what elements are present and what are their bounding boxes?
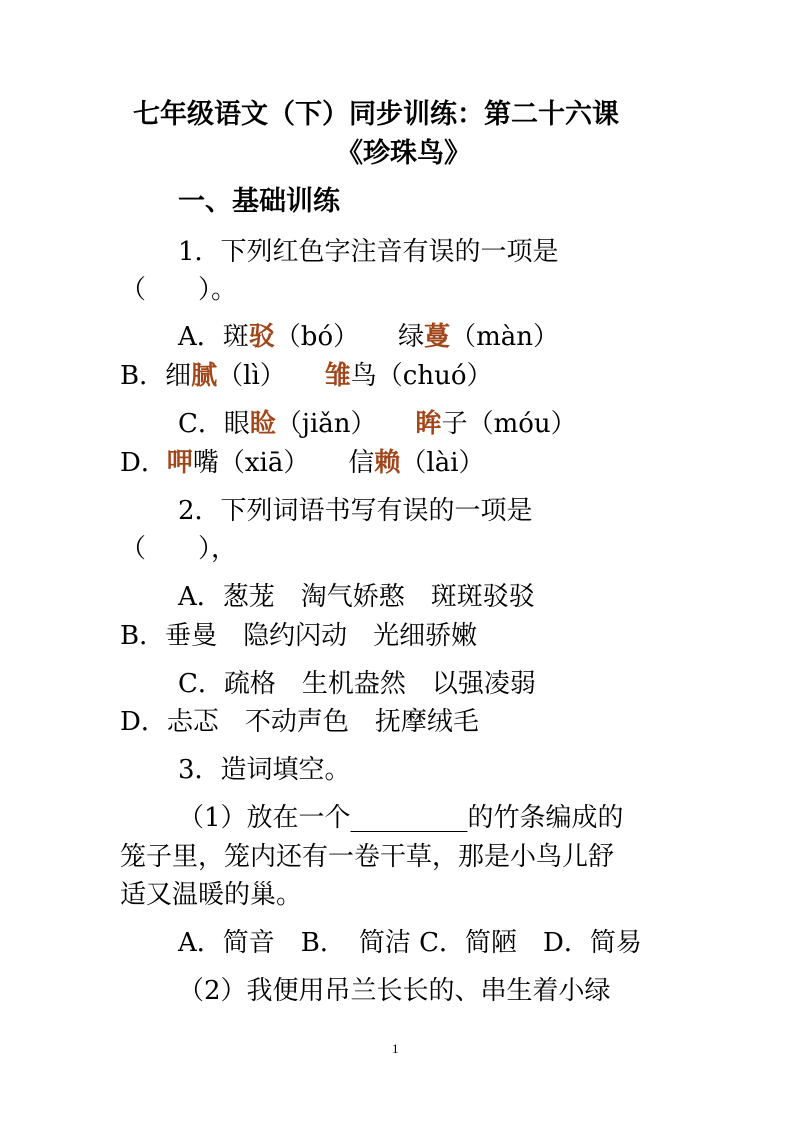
q2-stem: 2．下列词语书写有误的一项是: [178, 496, 533, 526]
q1-option-d: [120, 446, 485, 480]
q3-p1-line2: 笼子里，笼内还有一卷干草，那是小鸟儿舒: [120, 842, 615, 872]
q1-c-label: C．眼: [178, 409, 250, 439]
q1-b-highlight-1: 腻: [191, 361, 218, 391]
q1-d-highlight-1: 呷: [166, 448, 193, 478]
q1-d-label: D．: [120, 448, 167, 478]
q2-blank: （ ），: [120, 534, 238, 564]
q1-a-label: A．斑: [178, 322, 249, 352]
q3-p2-line1: （2）我便用吊兰长长的、串生着小绿: [178, 976, 611, 1006]
page-number: 1: [392, 1041, 399, 1056]
section-heading: 一、基础训练: [178, 186, 340, 217]
q3-p1-line3: 适又温暖的巢。: [120, 880, 303, 910]
q1-a-highlight-2: 蔓: [424, 322, 451, 352]
q3-p1-options: A．简音 B． 简洁 C．简陋 D．简易: [178, 928, 642, 958]
q1-option-c: [178, 407, 577, 441]
q1-d-text-1: 嘴（xiā） 信: [192, 448, 375, 478]
q1-a-text-1: （bó） 绿: [274, 322, 425, 352]
q1-d-highlight-2: 赖: [374, 448, 401, 478]
q1-c-text-1: （jiǎn）: [275, 409, 416, 439]
q1-d-text-2: （lài）: [400, 448, 485, 478]
q1-b-label: B．细: [120, 361, 192, 391]
q1-c-text-2: 子（móu）: [441, 409, 577, 439]
q1-a-text-2: （màn）: [450, 322, 560, 352]
q2-option-c: C．疏格 生机盎然 以强凌弱: [178, 669, 536, 699]
q1-a-highlight-1: 驳: [248, 322, 275, 352]
q1-stem: 1．下列红色字注音有误的一项是: [178, 237, 559, 267]
q2-option-d: D．忐忑 不动声色 抚摩绒毛: [120, 707, 479, 737]
q2-option-b: B．垂曼 隐约闪动 光细骄嫩: [120, 621, 478, 651]
q1-c-highlight-1: 睑: [249, 409, 276, 439]
q1-option-a: [178, 320, 559, 354]
q3-p1-line1: （1）放在一个_________的竹条编成的: [178, 803, 624, 833]
q2-option-a: A．葱茏 淘气娇憨 斑斑驳驳: [178, 582, 535, 612]
page-title-line2: 《珍珠鸟》: [336, 138, 471, 169]
q1-b-text-1: （lì）: [217, 361, 325, 391]
q1-option-b: [120, 359, 493, 393]
page-title-line1: 七年级语文（下）同步训练：第二十六课: [133, 99, 619, 130]
q3-stem: 3．造词填空。: [178, 755, 351, 785]
q1-b-text-2: 鸟（chuó）: [350, 361, 493, 391]
q1-blank: （ ）。: [120, 275, 238, 305]
q1-b-highlight-2: 雏: [324, 361, 351, 391]
q1-c-highlight-2: 眸: [415, 409, 442, 439]
